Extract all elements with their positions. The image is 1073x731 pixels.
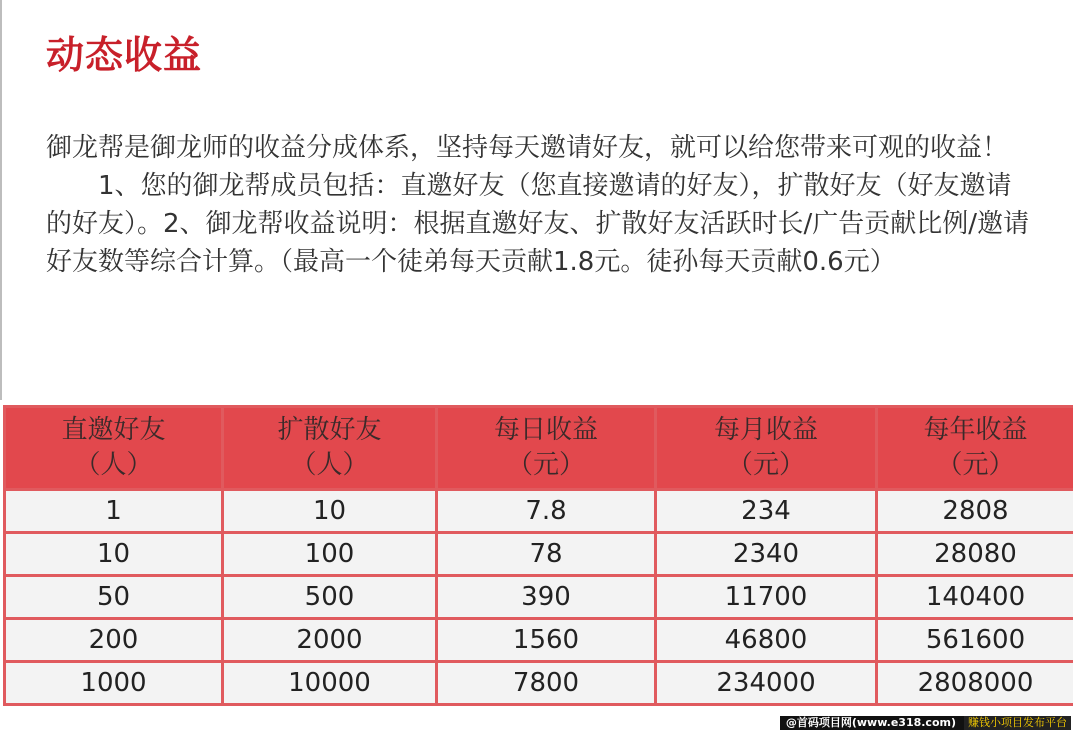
earnings-table: [3, 405, 1073, 706]
earnings-table-container: [3, 405, 1073, 718]
table-cell: 10000: [223, 662, 437, 705]
header-direct-friends: 直邀好友 （人）: [5, 407, 223, 490]
table-cell: 11700: [656, 576, 877, 619]
table-cell: 46800: [656, 619, 877, 662]
intro-text: [46, 129, 1036, 281]
table-cell: 7800: [437, 662, 656, 705]
table-row: [5, 619, 1073, 662]
table-cell: 1000: [5, 662, 223, 705]
table-cell: 100: [223, 533, 437, 576]
table-row: [5, 533, 1073, 576]
watermark: [780, 716, 1071, 730]
page-title: 动态收益: [46, 33, 203, 77]
header-spread-friends: 扩散好友 （人）: [223, 407, 437, 490]
table-row: [5, 490, 1073, 533]
table-cell: 234: [656, 490, 877, 533]
table-cell: 390: [437, 576, 656, 619]
header-monthly-earnings: 每月收益 （元）: [656, 407, 877, 490]
table-cell: 78: [437, 533, 656, 576]
table-header-row: [5, 407, 1073, 490]
table-cell: 10: [223, 490, 437, 533]
table-cell: 2808000: [877, 662, 1073, 705]
intro-paragraph-1: 御龙帮是御龙师的收益分成体系，坚持每天邀请好友，就可以给您带来可观的收益！: [46, 133, 1009, 163]
table-cell: 561600: [877, 619, 1073, 662]
watermark-slogan: 赚钱小项目发布平台: [964, 716, 1071, 730]
table-cell: 28080: [877, 533, 1073, 576]
table-cell: 234000: [656, 662, 877, 705]
table-cell: 200: [5, 619, 223, 662]
table-cell: 2340: [656, 533, 877, 576]
table-cell: 50: [5, 576, 223, 619]
table-cell: 2808: [877, 490, 1073, 533]
table-cell: 140400: [877, 576, 1073, 619]
table-cell: 1: [5, 490, 223, 533]
table-cell: 1560: [437, 619, 656, 662]
left-border-line: [0, 0, 2, 400]
table-cell: 500: [223, 576, 437, 619]
table-cell: 2000: [223, 619, 437, 662]
header-yearly-earnings: 每年收益 （元）: [877, 407, 1073, 490]
table-cell: 7.8: [437, 490, 656, 533]
watermark-site: @首码项目网(www.e318.com): [785, 716, 956, 729]
table-row: [5, 576, 1073, 619]
intro-paragraph-2: 1、您的御龙帮成员包括：直邀好友（您直接邀请的好友），扩散好友（好友邀请的好友）。2、御龙帮收益说明：根据直邀好友、扩散好友活跃时长/广告贡献比例/邀请好友数等综合计算。（最高一个徒弟每天贡献1.8元。徒孙每天贡献0.6元）: [46, 171, 1030, 277]
table-row: [5, 662, 1073, 705]
table-cell: 10: [5, 533, 223, 576]
header-daily-earnings: 每日收益 （元）: [437, 407, 656, 490]
